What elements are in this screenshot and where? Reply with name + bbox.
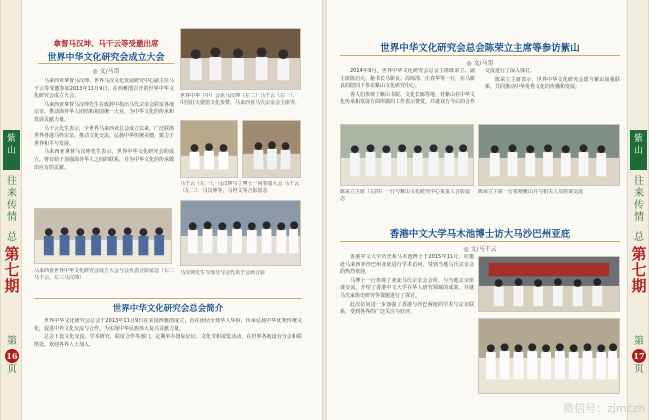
paragraph: 总会下设文化交流、学术研究、联谊合作等部门，定期举办国际论坛、文化节和展览活动，在世界各地设有分会和联络处，欢迎各界人士加入。 bbox=[34, 334, 302, 348]
right-headline-rule bbox=[340, 55, 620, 56]
left-photo-group-2-caption: 马汉坤先生与部分与会代表于会场合影 bbox=[180, 270, 266, 276]
right-band-issue: 第七期 bbox=[631, 245, 647, 295]
paragraph: 马来西亚拿督马汉坤先生表示，世界中华文化研究会的成立，将有助于加强海外华人之间的联系，并为中华文化的传承做出应有的贡献。 bbox=[34, 149, 174, 171]
page-prefix: 第 bbox=[7, 336, 17, 347]
right-photo-bottom-2 bbox=[478, 318, 620, 394]
left-photo-group-2 bbox=[180, 200, 301, 266]
right-headline-second: 香港中文大学马木池博士访大马沙巴州亚庇 bbox=[389, 229, 571, 240]
right-photo-top-1 bbox=[340, 124, 474, 186]
left-headline-top: 拿督马汉坤、马干云等受邀出席 bbox=[53, 39, 159, 48]
right-byline-second: ◎ 文/马干云 bbox=[463, 246, 497, 253]
intro-rule-top bbox=[34, 298, 302, 299]
caption-part: 马干云（左一）、马汉坤与丁博士一同参加大会 bbox=[180, 181, 283, 187]
paragraph: 马博士一行参观了亚庇马氏宗亲会会所，与当地宗亲座谈交流，介绍了香港中文大学在华人研究领域的成果，并就马氏家族史研究等课题进行了探讨。 bbox=[340, 277, 474, 299]
right-headline-main: 世界中华文化研究会总会陈荣立主席等参访紫山 bbox=[380, 43, 580, 54]
paragraph: 此次访问进一步加强了香港与沙巴两地的学术与宗亲联系，受到各界的广泛关注与好评。 bbox=[340, 301, 474, 316]
left-side-band bbox=[0, 0, 22, 420]
page-suffix: 页 bbox=[634, 364, 644, 375]
right-band-tag: 紫山 bbox=[630, 130, 647, 170]
intro-title: 世界中华文化研究会总会简介 bbox=[112, 304, 224, 314]
right-band-section: 往来传情 bbox=[634, 176, 644, 223]
right-article-body-bottom bbox=[340, 254, 474, 394]
left-band-tag: 紫山 bbox=[3, 130, 20, 170]
paragraph: 马来西亚拿督马汉坤先生在致辞中指出马氏宗亲会联谊各地宗亲，推动海外华人团结和祖国统一大业，为中华文化的传承和发展贡献力量。 bbox=[34, 101, 174, 123]
left-photo-mid-1 bbox=[180, 120, 238, 178]
paragraph: 2014年9月，世界中华文化研究会总会主席陈荣立、副主席陈启元、秘书长马新良、周琼清、庄春华等一行，在马新良的陪同下参访紫山文化研究中心。 bbox=[340, 68, 476, 90]
left-photo-top bbox=[180, 28, 301, 90]
paragraph: 马来西亚拿督马汉坤、世界马汉文化发展研究中心副主任马干云等受邀参加2013年11月9日，在西雅图召开的世界中华文化研究会成立大会。 bbox=[34, 78, 174, 100]
paragraph: 马干云先生表示，全世界马来西亚总会成立以来，广泛联络世界各地马姓宗亲，推动文化交流，弘扬中华传统美德，致力于世界和平与发展。 bbox=[34, 125, 174, 147]
page-number: 16 bbox=[6, 351, 18, 361]
left-band-page bbox=[4, 336, 20, 376]
left-photo-mid-2 bbox=[242, 120, 301, 178]
left-photo-group-1-caption: 马来西亚世界中华文化研究会成立大会与会代表合影留念（右二马干云、左三马汉坤） bbox=[34, 268, 174, 281]
right-article-body-top bbox=[340, 68, 620, 120]
right-second-rule bbox=[340, 241, 620, 242]
left-headline-rule bbox=[38, 63, 174, 64]
paragraph: 世界中华文化研究会总会于2013年11月9日在美国西雅图成立，旨在团结全球华人华侨，传承弘扬中华优秀传统文化，促进中外文化交流与合作，为实现中华民族伟大复兴贡献力量。 bbox=[34, 318, 302, 332]
left-headline-main: 世界中华文化研究会成立大会 bbox=[47, 53, 165, 63]
left-byline: ◎ 文/马哥 bbox=[92, 68, 120, 75]
page-prefix: 第 bbox=[634, 336, 644, 347]
page-number: 17 bbox=[633, 351, 645, 361]
left-photo-mid-caption bbox=[180, 181, 302, 195]
paragraph: 陈荣立主席表示，世界中华文化研究会愿与紫山加强联系，共同推动中华优秀文化的传播和发展。 bbox=[485, 76, 620, 91]
right-photo-top-2-caption: 陈荣立主席一行参观紫山并与相关人员座谈交流 bbox=[478, 189, 584, 195]
left-article-body bbox=[34, 78, 174, 204]
caption-part: 马干云（左二）、马汉坤等，马世文等合影留念 bbox=[180, 181, 300, 194]
left-band-issue: 第七期 bbox=[4, 245, 20, 295]
page-suffix: 页 bbox=[7, 364, 17, 375]
right-photo-top-2 bbox=[478, 124, 620, 186]
left-photo-top-caption: 世界中华（中）会见马汉坤（左二）马干云（右一）、中国驻大使馆文化参赞、马来西亚马氏宗亲会主席等。 bbox=[180, 93, 301, 106]
left-band-section: 往来传情 bbox=[7, 176, 17, 223]
right-byline: ◎ 文/马哥 bbox=[466, 60, 494, 67]
right-band-page bbox=[631, 336, 647, 376]
wechat-watermark: 微信号：zjmczh bbox=[563, 402, 646, 415]
paragraph: 客人们参观了紫山书院、文化长廊等地，对紫山在中华文化传承和发展方面所做的工作表示赞赏，并就双方今后的合作交流进行了深入探讨。 bbox=[340, 68, 536, 106]
left-photo-group-1 bbox=[34, 208, 172, 264]
right-side-band bbox=[627, 0, 649, 420]
right-photo-top-1-caption: 陈荣立主席（右四）一行与紫山文化研究中心负责人合影留念 bbox=[340, 189, 471, 202]
right-band-issue-pre: 总 bbox=[634, 232, 644, 243]
left-band-issue-pre: 总 bbox=[7, 232, 17, 243]
intro-body bbox=[34, 318, 302, 398]
right-photo-bottom-1 bbox=[478, 256, 620, 312]
paragraph: 香港中文大学历史系马木池博士于2015年11月，应邀赴马来西亚沙巴州亚庇进行学术访问，受到当地马氏宗亲会的热烈欢迎。 bbox=[340, 254, 474, 276]
